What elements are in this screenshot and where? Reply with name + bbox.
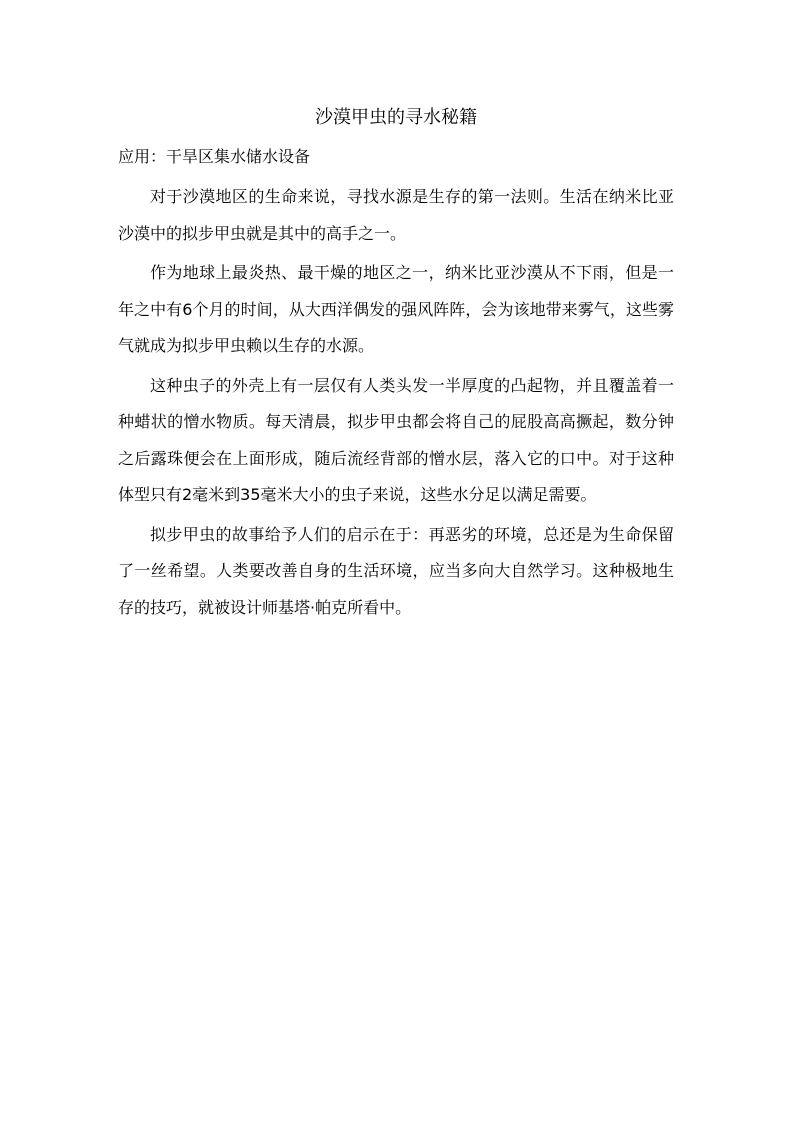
paragraph-1: 对于沙漠地区的生命来说，寻找水源是生存的第一法则。生活在纳米比亚沙漠中的拟步甲虫就是其中的高手之一。 [118, 187, 674, 243]
document-subtitle: 应用：干旱区集水储水设备 [118, 147, 311, 166]
paragraph-2: 作为地球上最炎热、最干燥的地区之一，纳米比亚沙漠从不下雨，但是一年之中有6个月的时间，从大西洋偶发的强风阵阵，会为该地带来雾气，这些雾气就成为拟步甲虫赖以生存的水源。 [118, 263, 674, 355]
paragraph-4: 拟步甲虫的故事给予人们的启示在于：再恶劣的环境，总还是为生命保留了一丝希望。人类要改善自身的生活环境，应当多向大自然学习。这种极地生存的技巧，就被设计师基塔·帕克所看中。 [118, 524, 674, 617]
paragraph-3: 这种虫子的外壳上有一层仅有人类头发一半厚度的凸起物，并且覆盖着一种蜡状的憎水物质。每天清晨，拟步甲虫都会将自己的屁股高高撅起，数分钟之后露珠便会在上面形成，随后流经背部的憎水层，落入它的口中。对于这种体型只有2毫米到35毫米大小的虫子来说，这些水分足以满足需要。 [118, 375, 674, 504]
document-title: 沙漠甲虫的寻水秘籍 [315, 107, 477, 128]
document-body [118, 100, 674, 629]
